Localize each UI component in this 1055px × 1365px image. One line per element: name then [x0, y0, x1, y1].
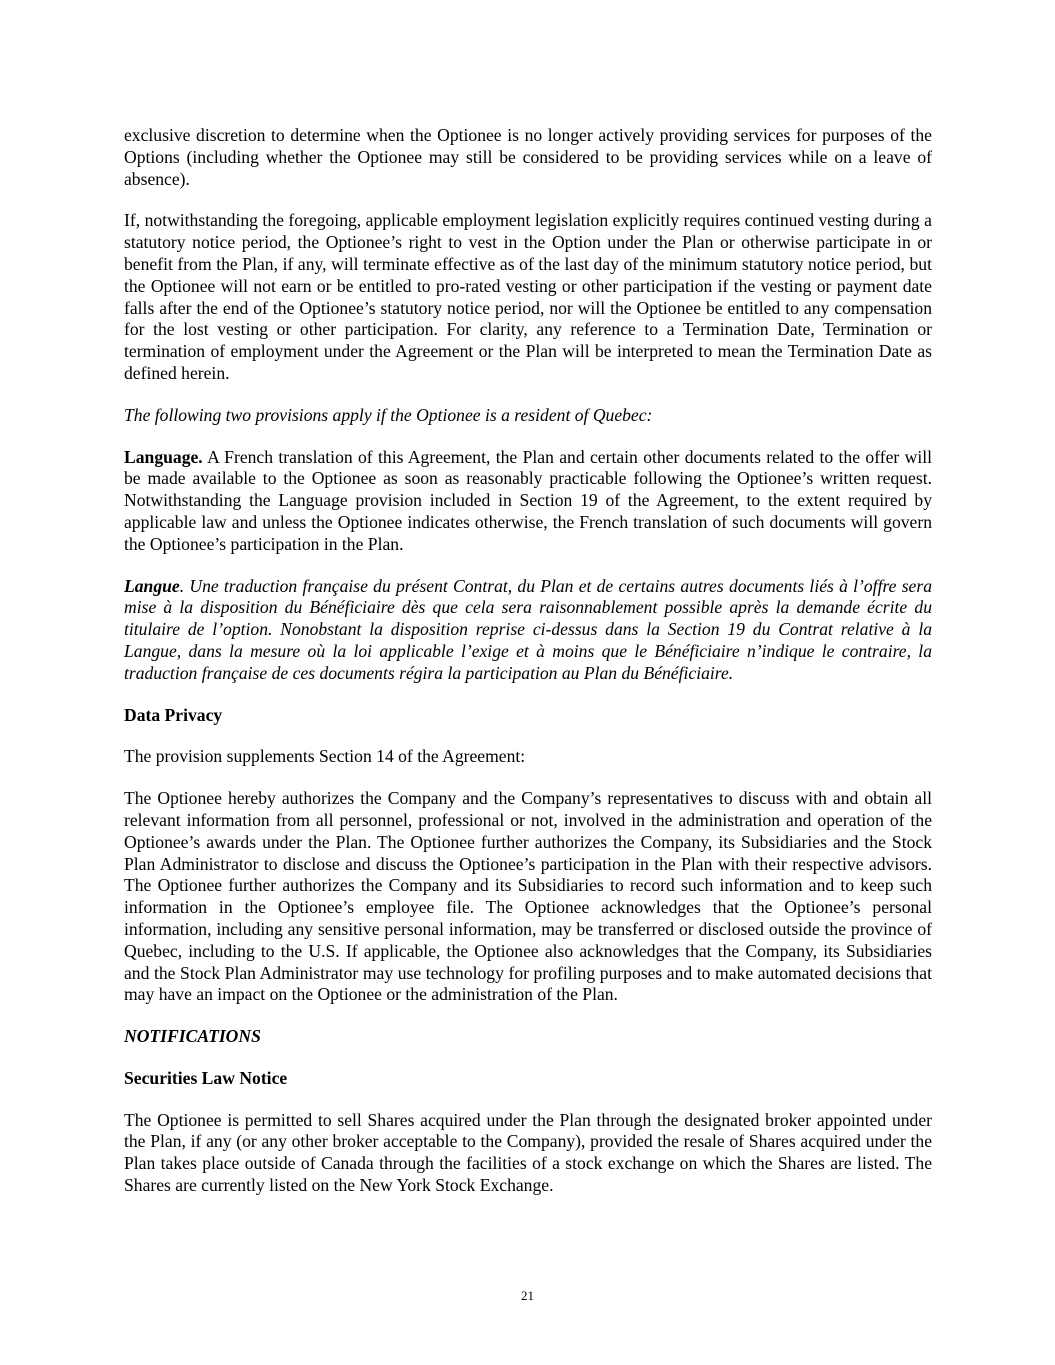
page-number: 21: [521, 1288, 534, 1303]
data-privacy-heading: Data Privacy: [124, 704, 223, 725]
notifications-heading: NOTIFICATIONS: [124, 1026, 261, 1047]
paragraph-securities-law: The Optionee is permitted to sell Shares acquired under the Plan through the designated broker appointed under the Plan, if any (or any other broker acceptable to the Company), provided the resale of Shares acquired under the Plan takes place outside of Canada through the facilities of a stock exchange on which the Shares are listed. The Shares are currently listed on the New York Stock Exchange.: [124, 1109, 932, 1196]
langue-body: . Une traduction française du présent Contrat, du Plan et de certains autres documents liés à l’offre sera mise à la disposition du Bénéficiaire dès que cela sera raisonnablement possible après la demande écrite du titulaire de l’option. Nonobstant la disposition reprise ci-dessus dans la Section 19 du Contrat relative à la Langue, dans la mesure où la loi applicable l’exige et à moins que le Bénéficiaire n’indique le contraire, la traduction française de ces documents régira la participation au Plan du Bénéficiaire.: [124, 575, 932, 683]
paragraph-langue: [124, 576, 932, 685]
paragraph-data-privacy-body: The Optionee hereby authorizes the Company and the Company’s representatives to discuss with and obtain all relevant information from all personnel, professional or not, involved in the administration and operation of the Optionee’s awards under the Plan. The Optionee further authorizes the Company, its Subsidiaries and the Stock Plan Administrator to disclose and discuss the Optionee’s participation in the Plan with their respective advisors. The Optionee further authorizes the Company and its Subsidiaries to record such information and to keep such information in the Optionee’s employee file. The Optionee acknowledges that the Optionee’s personal information, including any sensitive personal information, may be transferred or disclosed outside the province of Quebec, including to the U.S. If applicable, the Optionee also acknowledges that the Company, its Subsidiaries and the Stock Plan Administrator may use technology for profiling purposes and to make automated decisions that may have an impact on the Optionee or the administration of the Plan.: [124, 788, 932, 1005]
paragraph-language: [124, 447, 932, 556]
language-body: A French translation of this Agreement, the Plan and certain other documents related to the offer will be made available to the Optionee as soon as reasonably practicable following the Optionee’s written request. Notwithstanding the Language provision included in Section 19 of the Agreement, to the extent required by applicable law and unless the Optionee indicates otherwise, the French translation of such documents will govern the Optionee’s participation in the Plan.: [124, 446, 932, 554]
document-body: [124, 125, 932, 1217]
paragraph-quebec-intro: The following two provisions apply if the Optionee is a resident of Quebec:: [124, 404, 653, 425]
paragraph-statutory-notice: If, notwithstanding the foregoing, applicable employment legislation explicitly requires continued vesting during a statutory notice period, the Optionee’s right to vest in the Option under the Plan or otherwise participate in or benefit from the Plan, if any, will terminate effective as of the last day of the minimum statutory notice period, but the Optionee will not earn or be entitled to pro-rated vesting or other participation if the vesting or payment date falls after the end of the Optionee’s statutory notice period, nor will the Optionee be entitled to any compensation for the lost vesting or other participation. For clarity, any reference to a Termination Date, Termination or termination of employment under the Agreement or the Plan will be interpreted to mean the Termination Date as defined herein.: [124, 210, 932, 383]
language-heading: Language.: [124, 446, 203, 467]
paragraph-data-privacy-intro: The provision supplements Section 14 of the Agreement:: [124, 746, 526, 767]
langue-heading: Langue: [124, 575, 180, 596]
paragraph-termination-discretion: exclusive discretion to determine when the Optionee is no longer actively providing services for purposes of the Options (including whether the Optionee may still be considered to be providing services while on a leave of absence).: [124, 125, 932, 189]
securities-law-heading: Securities Law Notice: [124, 1067, 288, 1088]
